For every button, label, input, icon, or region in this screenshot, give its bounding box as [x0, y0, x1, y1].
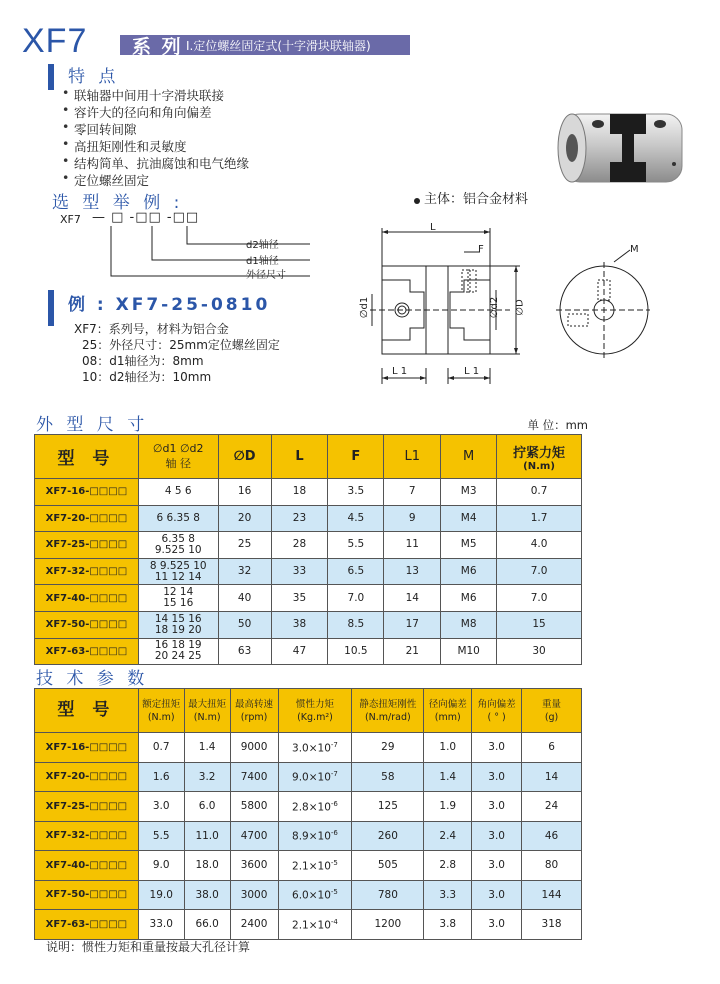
bore-line: 14 15 16 — [154, 612, 202, 625]
cell-rated: 9.0 — [138, 851, 184, 881]
cell-model: XF7-25-□□□□ — [35, 792, 139, 822]
cell-rated: 5.5 — [138, 821, 184, 851]
hdr-top: 径向偏差 — [428, 698, 467, 710]
coupling-photo — [548, 104, 698, 194]
cell-model: XF7-32-□□□□ — [35, 558, 139, 585]
dim-D: ∅D — [514, 299, 526, 316]
hdr-bottom: (rpm) — [240, 711, 268, 723]
cell-rated: 0.7 — [138, 733, 184, 763]
col-bore-top: ∅d1 ∅d2 — [152, 442, 204, 455]
table-row — [35, 910, 582, 940]
example-line: 08：d1轴径为：8mm — [82, 354, 204, 368]
col-bore-bottom: 轴 径 — [165, 457, 191, 470]
cell-L: 47 — [271, 638, 328, 665]
cell-max: 1.4 — [184, 733, 230, 763]
cell-D: 63 — [218, 638, 271, 665]
table-row — [35, 851, 582, 881]
cell-L: 33 — [271, 558, 328, 585]
cell-F: 5.5 — [328, 532, 384, 559]
bore-line: 12 14 — [163, 586, 194, 599]
hdr-top: 最高转速 — [235, 698, 274, 710]
cell-M: M5 — [441, 532, 497, 559]
cell-F: 7.0 — [328, 585, 384, 612]
table-row — [35, 733, 582, 763]
cell-stiff: 1200 — [352, 910, 424, 940]
table-row — [35, 821, 582, 851]
col-inertia — [278, 689, 352, 733]
table-header-row — [35, 689, 582, 733]
cell-max: 66.0 — [184, 910, 230, 940]
col-model: 型 号 — [35, 689, 139, 733]
features-title: 特 点 — [68, 67, 120, 87]
cell-weight: 80 — [522, 851, 582, 881]
bore-line: 6 6.35 8 — [156, 511, 200, 524]
cell-speed: 2400 — [230, 910, 278, 940]
cell-stiff: 125 — [352, 792, 424, 822]
cell-F: 3.5 — [328, 479, 384, 506]
table-row — [35, 611, 582, 638]
cell-inertia — [278, 792, 352, 822]
selection-code-prefix: XF7 — [60, 213, 81, 226]
cell-stiff: 29 — [352, 733, 424, 763]
table-row — [35, 505, 582, 532]
cell-weight: 318 — [522, 910, 582, 940]
cell-L: 28 — [271, 532, 328, 559]
table-row — [35, 558, 582, 585]
cell-angular: 3.0 — [472, 821, 522, 851]
inertia-base: 8.9×10 — [292, 830, 331, 843]
unit-label: 单 位：mm — [527, 418, 588, 432]
cell-L1: 21 — [384, 638, 441, 665]
cell-rated: 33.0 — [138, 910, 184, 940]
cell-speed: 5800 — [230, 792, 278, 822]
feature-item: • 容许大的径向和角向偏差 — [74, 103, 212, 121]
cell-D: 50 — [218, 611, 271, 638]
cell-max: 11.0 — [184, 821, 230, 851]
hdr-top: 静态扭矩刚性 — [359, 698, 417, 710]
bore-line: 16 18 19 — [154, 639, 202, 652]
cell-angular: 3.0 — [472, 851, 522, 881]
example-line: 25：外径尺寸：25mm定位螺丝固定 — [82, 338, 280, 352]
dim-L1-left: L 1 — [392, 366, 408, 377]
cell-L1: 7 — [384, 479, 441, 506]
cell-max: 3.2 — [184, 762, 230, 792]
example-line: XF7：系列号，材料为铝合金 — [74, 322, 229, 336]
cell-L1: 11 — [384, 532, 441, 559]
cell-D: 25 — [218, 532, 271, 559]
hdr-top: 重量 — [542, 698, 562, 710]
cell-stiff: 260 — [352, 821, 424, 851]
cell-model: XF7-20-□□□□ — [35, 505, 139, 532]
cell-torque: 7.0 — [497, 558, 582, 585]
series-subtitle: Ⅰ.定位螺丝固定式(十字滑块联轴器) — [186, 39, 371, 53]
bore-line: 18 19 20 — [154, 623, 202, 636]
cell-radial: 3.8 — [424, 910, 472, 940]
cell-L1: 13 — [384, 558, 441, 585]
cell-bore — [138, 558, 218, 585]
cell-inertia — [278, 821, 352, 851]
cell-max: 6.0 — [184, 792, 230, 822]
inertia-base: 2.8×10 — [292, 801, 331, 813]
cell-F: 4.5 — [328, 505, 384, 532]
tech-title: 技 术 参 数 — [36, 669, 149, 689]
cell-weight: 144 — [522, 880, 582, 910]
cell-speed: 3600 — [230, 851, 278, 881]
cell-L: 35 — [271, 585, 328, 612]
cell-model: XF7-32-□□□□ — [35, 821, 139, 851]
cell-model: XF7-16-□□□□ — [35, 733, 139, 763]
cell-radial: 2.8 — [424, 851, 472, 881]
col-angular — [472, 689, 522, 733]
section-bar — [48, 290, 54, 326]
cell-inertia — [278, 733, 352, 763]
table-row — [35, 532, 582, 559]
cell-L1: 9 — [384, 505, 441, 532]
cell-max: 38.0 — [184, 880, 230, 910]
bore-line: 20 24 25 — [154, 650, 202, 663]
inertia-base: 9.0×10 — [292, 771, 331, 784]
table-row — [35, 638, 582, 665]
product-material-label: 主体：铝合金材料 — [424, 192, 529, 207]
cell-radial: 3.3 — [424, 880, 472, 910]
feature-item: • 结构简单、抗油腐蚀和电气绝缘 — [74, 154, 249, 172]
inertia-exponent: -5 — [330, 858, 338, 867]
bore-line: 9.525 10 — [154, 543, 202, 556]
cell-model: XF7-50-□□□□ — [35, 611, 139, 638]
table-row — [35, 880, 582, 910]
col-torque — [497, 435, 582, 479]
cell-model: XF7-40-□□□□ — [35, 585, 139, 612]
cell-model: XF7-20-□□□□ — [35, 762, 139, 792]
cell-M: M3 — [441, 479, 497, 506]
cell-rated: 3.0 — [138, 792, 184, 822]
col-bore — [138, 435, 218, 479]
cell-speed: 9000 — [230, 733, 278, 763]
inertia-base: 2.1×10 — [292, 860, 331, 872]
cell-L: 23 — [271, 505, 328, 532]
dim-d2: ∅d2 — [489, 296, 501, 319]
cell-F: 8.5 — [328, 611, 384, 638]
cell-bore — [138, 505, 218, 532]
hdr-bottom: (N.m/rad) — [364, 711, 411, 723]
bore-line: 15 16 — [163, 597, 194, 610]
inertia-exponent: -4 — [330, 917, 338, 926]
table-header-row — [35, 435, 582, 479]
col-radial — [424, 689, 472, 733]
cell-inertia — [278, 851, 352, 881]
cell-model: XF7-63-□□□□ — [35, 910, 139, 940]
col-max-torque — [184, 689, 230, 733]
hdr-bottom: ( ° ) — [487, 711, 506, 723]
hdr-bottom: (N.m) — [193, 711, 221, 723]
col-max-speed — [230, 689, 278, 733]
hdr-top: 惯性力矩 — [295, 698, 334, 710]
bore-line: 8 9.525 10 — [149, 559, 207, 572]
label-d1-bore: d1轴径 — [246, 256, 279, 267]
cell-L1: 14 — [384, 585, 441, 612]
cell-angular: 3.0 — [472, 762, 522, 792]
cell-weight: 6 — [522, 733, 582, 763]
tech-table — [34, 688, 582, 940]
cell-stiff: 505 — [352, 851, 424, 881]
cell-model: XF7-50-□□□□ — [35, 880, 139, 910]
inertia-exponent: -5 — [330, 888, 338, 896]
cell-angular: 3.0 — [472, 910, 522, 940]
series-label: 系 列 — [132, 36, 183, 58]
example-title: 例 : XF7-25-0810 — [68, 295, 271, 315]
cell-L: 38 — [271, 611, 328, 638]
cell-angular: 3.0 — [472, 733, 522, 763]
cell-D: 40 — [218, 585, 271, 612]
cell-model: XF7-63-□□□□ — [35, 638, 139, 665]
col-rated-torque — [138, 689, 184, 733]
col-torque-top: 拧紧力矩 — [513, 445, 566, 461]
inertia-exponent: -6 — [330, 799, 338, 808]
selection-code-pattern: — □ -□□ -□□ — [92, 210, 200, 225]
cell-bore — [138, 638, 218, 665]
cell-weight: 46 — [522, 821, 582, 851]
example-line: 10：d2轴径为：10mm — [82, 370, 212, 384]
dim-M: M — [630, 244, 639, 255]
dim-d1: ∅d1 — [359, 296, 371, 319]
cell-speed: 3000 — [230, 880, 278, 910]
hdr-bottom: (mm) — [434, 711, 461, 723]
cell-torque: 15 — [497, 611, 582, 638]
cell-bore — [138, 585, 218, 612]
cell-L1: 17 — [384, 611, 441, 638]
bore-line: 4 5 6 — [164, 485, 192, 498]
cell-angular: 3.0 — [472, 880, 522, 910]
cell-radial: 1.9 — [424, 792, 472, 822]
col-model: 型 号 — [35, 435, 139, 479]
col-D: ∅D — [218, 435, 271, 479]
cell-M: M8 — [441, 611, 497, 638]
feature-item: • 零回转间隙 — [74, 120, 137, 138]
cell-D: 16 — [218, 479, 271, 506]
col-weight — [522, 689, 582, 733]
inertia-exponent: -6 — [330, 829, 338, 837]
inertia-base: 3.0×10 — [292, 742, 331, 754]
hdr-top: 角向偏差 — [477, 698, 516, 710]
hdr-bottom: (g) — [544, 711, 559, 723]
table-row — [35, 479, 582, 506]
cell-rated: 19.0 — [138, 880, 184, 910]
feature-item: • 定位螺丝固定 — [74, 171, 149, 189]
cell-torque: 30 — [497, 638, 582, 665]
cell-inertia — [278, 910, 352, 940]
cell-weight: 24 — [522, 792, 582, 822]
cell-stiff: 58 — [352, 762, 424, 792]
col-L: L — [271, 435, 328, 479]
cell-radial: 1.0 — [424, 733, 472, 763]
section-bar — [48, 64, 54, 90]
cell-bore — [138, 479, 218, 506]
table-row — [35, 585, 582, 612]
dimensions-table — [34, 434, 582, 665]
cell-bore — [138, 532, 218, 559]
dim-L: L — [430, 222, 436, 233]
label-d2-bore: d2轴径 — [246, 240, 279, 251]
bore-line: 6.35 8 — [161, 532, 195, 545]
selection-title: 选 型 举 例 : — [52, 193, 184, 213]
series-model-title: XF7 — [22, 22, 88, 60]
bullet-dot — [414, 198, 420, 204]
cell-inertia — [278, 762, 352, 792]
col-F: F — [328, 435, 384, 479]
cell-model: XF7-40-□□□□ — [35, 851, 139, 881]
cell-speed: 4700 — [230, 821, 278, 851]
cell-rated: 1.6 — [138, 762, 184, 792]
feature-item: • 高扭矩刚性和灵敏度 — [74, 137, 187, 155]
dim-L1-right: L 1 — [464, 366, 480, 377]
cell-weight: 14 — [522, 762, 582, 792]
cell-M: M6 — [441, 585, 497, 612]
cell-D: 20 — [218, 505, 271, 532]
cell-F: 6.5 — [328, 558, 384, 585]
dimensions-title: 外 型 尺 寸 — [36, 415, 149, 435]
cell-F: 10.5 — [328, 638, 384, 665]
cell-bore — [138, 611, 218, 638]
col-M: M — [441, 435, 497, 479]
feature-item: • 联轴器中间用十字滑块联接 — [74, 86, 224, 104]
cell-M: M10 — [441, 638, 497, 665]
hdr-bottom: (Kg.m²) — [297, 711, 333, 723]
dim-F: F — [478, 244, 484, 255]
cell-torque: 4.0 — [497, 532, 582, 559]
cell-speed: 7400 — [230, 762, 278, 792]
cell-M: M4 — [441, 505, 497, 532]
hdr-bottom: (N.m) — [147, 711, 175, 723]
cell-model: XF7-16-□□□□ — [35, 479, 139, 506]
hdr-top: 额定扭矩 — [142, 698, 181, 710]
cell-model: XF7-25-□□□□ — [35, 532, 139, 559]
inertia-exponent: -7 — [330, 740, 338, 749]
table-row — [35, 792, 582, 822]
cell-radial: 2.4 — [424, 821, 472, 851]
cell-torque: 1.7 — [497, 505, 582, 532]
inertia-exponent: -7 — [330, 770, 338, 778]
hdr-top: 最大扭矩 — [188, 698, 227, 710]
col-L1: L1 — [384, 435, 441, 479]
cell-stiff: 780 — [352, 880, 424, 910]
cell-torque: 0.7 — [497, 479, 582, 506]
cell-M: M6 — [441, 558, 497, 585]
label-outer-diameter: 外径尺寸 — [246, 270, 286, 281]
col-torque-bottom: (N.m) — [523, 460, 555, 472]
cell-radial: 1.4 — [424, 762, 472, 792]
table-row — [35, 762, 582, 792]
cell-max: 18.0 — [184, 851, 230, 881]
bore-line: 11 12 14 — [154, 570, 202, 583]
cell-angular: 3.0 — [472, 792, 522, 822]
cell-D: 32 — [218, 558, 271, 585]
inertia-base: 6.0×10 — [292, 889, 331, 902]
col-stiffness — [352, 689, 424, 733]
cell-torque: 7.0 — [497, 585, 582, 612]
cell-L: 18 — [271, 479, 328, 506]
footnote: 说明：惯性力矩和重量按最大孔径计算 — [46, 940, 251, 954]
inertia-base: 2.1×10 — [292, 919, 331, 931]
cell-inertia — [278, 880, 352, 910]
